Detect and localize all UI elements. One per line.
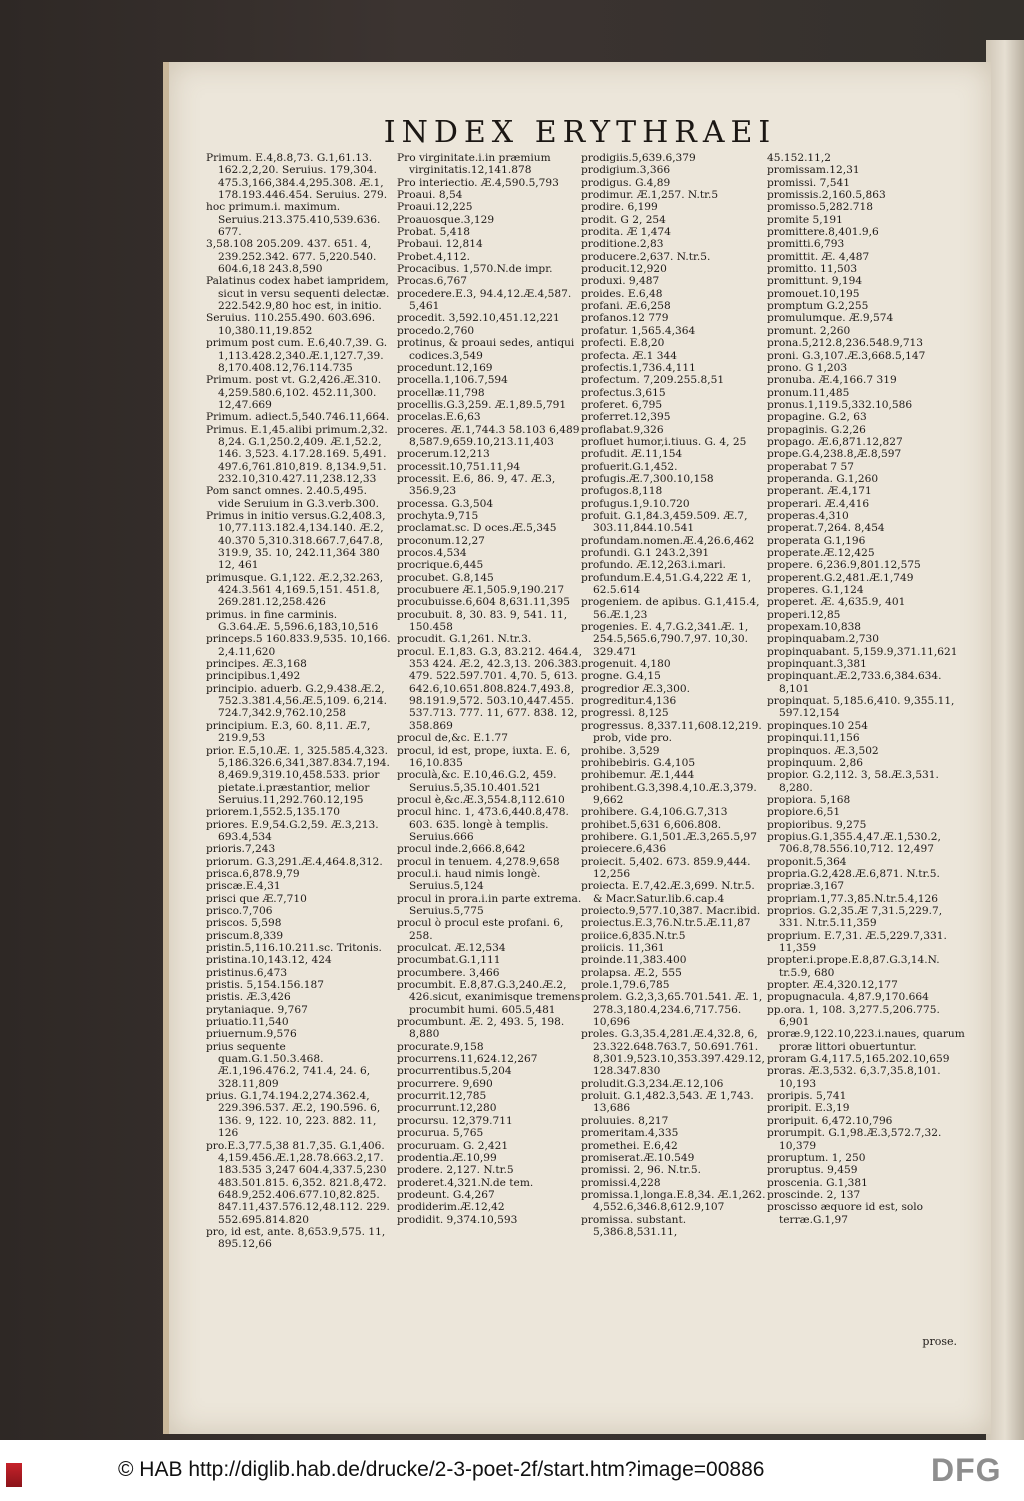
index-entry: proscenia. G.1,381	[767, 1176, 868, 1189]
index-entry: properas.4,310	[767, 509, 849, 522]
index-entry: prope.G.4,238.8,Æ.8,597	[767, 448, 902, 461]
index-entry: profecta. Æ.1 344	[581, 349, 677, 362]
index-entry: procul hinc. 1, 473.6,440.8,478. 603. 635. longè à templis. Seruius.666	[397, 806, 569, 843]
index-entry: procrique.6,445	[397, 559, 484, 572]
index-entry: prorumpit. G.1,98.Æ.3,572.7,32. 10,379	[767, 1127, 942, 1152]
index-column-1	[206, 152, 391, 1251]
index-entry: prohibent.G.3,398.4,10.Æ.3,379. 9,662	[581, 781, 757, 806]
index-entry: progenies. E. 4,7.G.2,341.Æ. 1, 254.5,565.6,790.7,97. 10,30. 329.471	[581, 621, 749, 658]
index-entry: proiecta. E.7,42.Æ.3,699. N.tr.5. & Macr.Satur.lib.6.cap.4	[581, 880, 755, 905]
index-entry: propria.G.2,428.Æ.6,871. N.tr.5.	[767, 867, 940, 880]
index-entry: pristis. Æ.3,426	[206, 991, 291, 1004]
index-entry: Primus. E.1,45.alibi primum.2,32. 8,24. G.1,250.2,409. Æ.1,52.2, 146. 3,523. 4.17.28.169. 5,491. 497.6,761.810,819. 8,134.9,51. 232.10,310.427.11,238.12,33	[206, 423, 388, 485]
index-entry: procubet. G.8,145	[397, 571, 494, 584]
index-entry: prodit. G 2, 254	[581, 213, 666, 226]
index-entry: proras. Æ.3,532. 6,3.7,35.8,101. 10,193	[767, 1065, 941, 1090]
index-entry: Primum. adiect.5,540.746.11,664.	[206, 411, 390, 424]
index-entry: propiore.6,51	[767, 806, 841, 819]
index-entry: profectum. 7,209.255.8,51	[581, 374, 725, 387]
index-entry: prole.1,79.6,785	[581, 979, 670, 992]
index-entry: prodita. Æ 1,474	[581, 226, 672, 239]
index-entry: progressi. 8,125	[581, 707, 669, 720]
index-entry: prohibere. G.1,501.Æ.3,265.5,97	[581, 830, 757, 843]
index-entry: profuerit.G.1,452.	[581, 460, 678, 473]
index-entry: profluet humor,i.tiuus. G. 4, 25	[581, 435, 747, 448]
index-entry: priscum.8,339	[206, 929, 284, 942]
index-entry: properet. Æ. 4,635.9, 401	[767, 596, 906, 609]
index-entry: primum post cum. E.6,40.7,39. G. 1,113.428.2,340.Æ.1,127.7,39. 8,170.408.12,76.114.735	[206, 337, 388, 374]
index-entry: proiecit. 5,402. 673. 859.9,444. 12,256	[581, 855, 751, 880]
index-entry: progressus. 8,337.11,608.12,219. prob, vide pro.	[581, 719, 762, 745]
index-entry: proiice.6,835.N.tr.5	[581, 929, 686, 942]
index-entry: properi.12,85	[767, 608, 841, 621]
index-entry: prohibere. G.4,106.G.7,313	[581, 806, 728, 819]
index-entry: priuernum.9,576	[206, 1028, 297, 1041]
index-entry: proditione.2,83	[581, 238, 664, 251]
index-entry: prodigiis.5,639.6,379	[581, 152, 696, 164]
dfg-logo: DFG	[931, 1452, 1002, 1488]
index-entry: Primum. E.4,8.8,73. G.1,61.13. 162.2,2,20. Seruius. 179,304. 475.3,166,384.4,295.308. Æ.1, 178.193.446.454. Seruius. 279.	[206, 152, 388, 202]
index-entry: profectis.1,736.4,111	[581, 361, 696, 374]
book-page	[163, 62, 991, 1434]
index-entry: properari. Æ.4,416	[767, 497, 870, 510]
index-entry: procuruam. G. 2,421	[397, 1139, 509, 1152]
index-entry: procul. E.1,83. G.3, 83.212. 464.4, 353 424. Æ.2, 42.3,13. 206.383. 479. 522.597.701. 4,70. 5, 613. 642.6,10.651.808.824.7,493.8, 98.191.9,572. 503.10,447.455. 537.713. 777. 11, 677. 838. 12, 358.869	[397, 645, 582, 732]
index-entry: proculcat. Æ.12,534	[397, 942, 506, 954]
index-entry: pp.ora. 1, 108. 3,277.5,206.775. 6,901	[767, 1003, 940, 1029]
index-entry: Seruius. 110.255.490. 603.696. 10,380.11,19.852	[206, 312, 376, 337]
index-entry: propinquabant. 5,159.9,371.11,621	[767, 645, 958, 658]
index-entry: pro, id est, ante. 8,653.9,575. 11, 895.12,66	[206, 1225, 386, 1251]
index-entry: prisco.7,706	[206, 904, 273, 917]
index-entry: processit. E.6, 86. 9, 47. Æ.3, 356.9,23	[397, 472, 556, 498]
index-entry: properent.G.2,481.Æ.1,749	[767, 571, 914, 584]
index-entry: priuatio.11,540	[206, 1016, 289, 1029]
index-entry: procumbit. E.8,87.G.3,240.Æ.2, 426.sicut, exanimisque tremens procumbit humi. 605.5,481	[397, 979, 581, 1016]
index-entry: procul.i. haud nimis longè. Seruius.5,124	[397, 867, 541, 893]
index-entry: proripis. 5,741	[767, 1090, 847, 1103]
index-entry: principio. aduerb. G.2,9.438.Æ.2, 752.3.381.4,56.Æ.5,109. 6,214. 724.7,342.9,762.10,258	[206, 682, 387, 720]
index-entry: procul, id est, prope, iuxta. E. 6, 16,10.835	[397, 744, 571, 769]
index-entry: procerum.12,213	[397, 448, 490, 461]
index-entry: Probaui. 12,814	[397, 238, 483, 251]
catchword: prose.	[922, 1335, 957, 1348]
index-entry: profugos.8,118	[581, 485, 663, 498]
index-entry: proram G.4,117.5,165.202.10,659	[767, 1053, 950, 1066]
index-entry: procurrentibus.5,204	[397, 1065, 512, 1078]
index-entry: propius.G.1,355.4,47.Æ.1,530.2, 706.8,78.556.10,712. 12,497	[767, 830, 941, 856]
index-entry: Proaui. 8,54	[397, 189, 463, 202]
index-entry: priorum. G.3,291.Æ.4,464.8,312.	[206, 855, 383, 868]
index-entry: promeritam.4,335	[581, 1127, 679, 1140]
index-entry: procedunt.12,169	[397, 361, 493, 374]
index-entry: prodigus. G.4,89	[581, 176, 671, 189]
index-entry: profecti. E.8,20	[581, 337, 665, 350]
index-entry: priorem.1,552.5,135.170	[206, 806, 340, 819]
index-entry: Pom sanct omnes. 2.40.5,495. vide Seruium in G.3.verb.300.	[206, 485, 380, 510]
index-entry: profundum.E.4,51.G.4,222 Æ 1, 62.5.614	[581, 571, 752, 597]
index-entry: proni. G.3,107.Æ.3,668.5,147	[767, 349, 926, 362]
index-entry: promissam.12,31	[767, 164, 860, 177]
index-entry: propexam.10,838	[767, 621, 862, 634]
index-entry: profanos.12 779	[581, 312, 669, 325]
index-entry: profudit. Æ.11,154	[581, 448, 683, 461]
index-column-4	[767, 152, 967, 1226]
index-entry: proculà,&c. E.10,46.G.2, 459. Seruius.5,35.10.401.521	[397, 769, 557, 794]
index-entry: profatur. 1,565.4,364	[581, 324, 696, 337]
index-entry: prodeunt. G.4,267	[397, 1188, 495, 1201]
index-entry: procul de,&c. E.1.77	[397, 732, 508, 745]
index-entry: prytaniaque. 9,767	[206, 1003, 308, 1016]
index-entry: proderet.4,321.N.de tem.	[397, 1176, 534, 1189]
index-entry: proponit.5,364	[767, 855, 847, 868]
index-entry: propinquum. 2,86	[767, 756, 864, 769]
index-entry: procurrit.12,785	[397, 1090, 487, 1103]
index-entry: prodiderim.Æ.12,42	[397, 1201, 505, 1214]
index-entry: prolapsa. Æ.2, 555	[581, 966, 682, 979]
index-entry: 45.152.11,2	[767, 152, 832, 164]
index-entry: prodere. 2,127. N.tr.5	[397, 1164, 514, 1177]
index-entry: propinquat. 5,185.6,410. 9,355.11, 597.12,154	[767, 695, 955, 720]
index-entry: primusque. G.1,122. Æ.2,32.263, 424.3.561 4,169.5,151. 451.8, 269.281.12,258.426	[206, 571, 384, 609]
index-entry: prior. E.5,10.Æ. 1, 325.585.4,323. 5,186.326.6,341,387.834.7,194. 8,469.9,319.10,458.533. prior pietate.i.præstantior, melior Seruius.11,292.760.12,195	[206, 744, 390, 806]
index-entry: procumbere. 3,466	[397, 966, 500, 979]
index-entry: propinques.10 254	[767, 719, 868, 732]
index-entry: profectus.3,615	[581, 386, 666, 399]
index-entry: processit.10,751.11,94	[397, 460, 521, 473]
index-entry: promisso.5,282.718	[767, 201, 874, 214]
index-entry: 3,58.108 205.209. 437. 651. 4, 239.252.342. 677. 5,220.540. 604.6,18 243.8,590	[206, 238, 377, 276]
index-entry: propter.i.prope.E.8,87.G.3,14.N. tr.5.9, 680	[767, 954, 940, 979]
index-entry: promulumque. Æ.9,574	[767, 312, 894, 325]
index-entry: procella.1,106.7,594	[397, 374, 508, 387]
index-entry: procul in tenuem. 4,278.9,658	[397, 855, 560, 868]
index-entry: prono. G 1,203	[767, 361, 848, 374]
index-entry: profani. Æ.6,258	[581, 300, 671, 313]
index-entry: pronum.11,485	[767, 386, 850, 399]
index-entry: promptum G.2,255	[767, 300, 869, 313]
next-page-edge	[986, 40, 1024, 1440]
index-entry: proluuies. 8,217	[581, 1114, 669, 1127]
index-entry: promissis.2,160.5,863	[767, 189, 886, 202]
index-entry: proiectus.E.3,76.N.tr.5.Æ.11,87	[581, 917, 751, 930]
index-entry: priscos. 5,598	[206, 917, 282, 930]
index-entry: promissi. 7,541	[767, 176, 850, 189]
index-entry: princeps.5 160.833.9,535. 10,166. 2,4.11,620	[206, 633, 391, 658]
index-entry: progne. G.4,15	[581, 670, 661, 683]
index-entry: proprios. G.2,35.Æ 7,31.5,229.7, 331. N.tr.5.11,359	[767, 904, 943, 930]
index-entry: pro.E.3,77.5,38 81.7,35. G.1,406. 4,159.456.Æ.1,28.78.663.2,17. 183.535 3,247 604.4,337.5,230 483.501.815. 6,352. 821.8,472. 648.9,252.406.677.10,82.825. 847.11,437.576.12,48.112. 229. 552.695.814.820	[206, 1139, 390, 1226]
index-entry: promethei. E.6,42	[581, 1139, 678, 1152]
index-column-3	[581, 152, 766, 1238]
index-entry: principes. Æ.3,168	[206, 658, 307, 671]
index-entry: prodimur. Æ.1,257. N.tr.5	[581, 189, 719, 202]
index-entry: progreditur.4,136	[581, 695, 677, 708]
index-entry: procurrens.11,624.12,267	[397, 1053, 538, 1066]
index-entry: promouet.10,195	[767, 287, 860, 300]
index-entry: procedit. 3,592.10,451.12,221	[397, 312, 560, 325]
page-title: INDEX ERYTHRAEI	[383, 115, 777, 150]
index-entry: procul inde.2,666.8,642	[397, 843, 526, 856]
index-entry: Proaui.12,225	[397, 201, 473, 214]
index-entry: propaginis. G.2,26	[767, 423, 866, 436]
index-entry: prius sequente quam.G.1.50.3.468. Æ.1,196.476.2, 741.4, 24. 6, 328.11,809	[206, 1040, 371, 1090]
index-entry: properate.Æ.12,425	[767, 547, 875, 559]
index-entry: pristis. 5,154.156.187	[206, 979, 324, 992]
index-entry: proclamat.sc. D oces.Æ.5,345	[397, 522, 557, 535]
index-entry: promunt. 2,260	[767, 324, 851, 337]
index-entry: procurate.9,158	[397, 1040, 484, 1053]
index-entry: procumbat.G.1,111	[397, 954, 501, 967]
index-entry: promittit. Æ. 4,487	[767, 250, 870, 263]
index-entry: Palatinus codex habet iampridem, sicut in versu sequenti delectæ. 222.542.9,80 hoc est, in initio.	[206, 275, 390, 313]
index-entry: proiicis. 11,361	[581, 942, 665, 954]
index-entry: Procacibus. 1,570.N.de impr.	[397, 263, 553, 276]
index-entry: pristin.5,116.10.211.sc. Tritonis.	[206, 942, 382, 954]
index-entry: prohibebiris. G.4,105	[581, 756, 696, 769]
index-entry: properant. Æ.4,171	[767, 485, 872, 498]
index-entry: propior. G.2,112. 3, 58.Æ.3,531. 8,280.	[767, 769, 939, 794]
index-entry: propinqui.11,156	[767, 732, 860, 745]
viewer-footer	[0, 1440, 1024, 1501]
index-entry: proruptum. 1, 250	[767, 1151, 866, 1164]
index-entry: progredior Æ.3,300.	[581, 682, 690, 695]
index-entry: principium. E.3, 60. 8,11. Æ.7, 219.9,53	[206, 719, 371, 745]
index-entry: procedere.E.3, 94.4,12.Æ.4,587. 5,461	[397, 287, 572, 313]
index-entry: prohibe. 3,529	[581, 744, 660, 757]
index-entry: prodidit. 9,374.10,593	[397, 1213, 518, 1226]
index-entry: profundam.nomen.Æ.4,26.6,462	[581, 534, 755, 547]
index-entry: properabat 7 57	[767, 460, 854, 473]
index-entry: promissa. substant. 5,386.8,531.11,	[581, 1213, 687, 1238]
index-entry: proferret.12,395	[581, 411, 671, 424]
index-entry: pristinus.6,473	[206, 966, 288, 979]
index-entry: proripuit. 6,472.10,796	[767, 1114, 893, 1127]
index-entry: procos.4,534	[397, 547, 467, 559]
index-entry: promitto. 11,503	[767, 263, 858, 276]
index-entry: promittunt. 9,194	[767, 275, 863, 288]
index-entry: propinquos. Æ.3,502	[767, 744, 879, 757]
index-entry: profugis.Æ.7,300.10,158	[581, 472, 714, 485]
index-entry: protinus, & proaui sedes, antiqui codices.3,549	[397, 337, 575, 362]
index-entry: propioribus. 9,275	[767, 818, 867, 831]
index-entry: proiecto.9,577.10,387. Macr.ibid.	[581, 904, 761, 917]
index-entry: profugus.1,9.10.720	[581, 497, 690, 510]
index-entry: prona.5,212.8,236.548.9,713	[767, 337, 924, 350]
index-entry: propriæ.3,167	[767, 880, 845, 893]
index-entry: procellis.G.3,259. Æ.1,89.5,791	[397, 398, 567, 411]
index-entry: promitti.6,793	[767, 238, 845, 251]
index-entry: promite 5,191	[767, 213, 843, 226]
index-entry: properat.7,264. 8,454	[767, 522, 885, 535]
index-entry: Procas.6,767	[397, 275, 467, 288]
index-entry: procul è,&c.Æ.3,554.8,112.610	[397, 793, 565, 806]
index-entry: procurrere. 9,690	[397, 1077, 493, 1090]
index-entry: propiora. 5,168	[767, 793, 851, 806]
index-entry: Primum. post vt. G.2,426.Æ.310. 4,259.580.6,102. 452.11,300. 12,47.669	[206, 374, 382, 411]
index-entry: producere.2,637. N.tr.5.	[581, 250, 711, 263]
index-entry: proflabat.9,326	[581, 423, 664, 436]
index-entry: prisca.6,878.9,79	[206, 867, 300, 880]
index-entry: proiecere.6,436	[581, 843, 667, 856]
index-entry: priscæ.E.4,31	[206, 880, 281, 893]
index-entry: prohibemur. Æ.1,444	[581, 769, 695, 782]
index-entry: procurrunt.12,280	[397, 1102, 497, 1115]
index-entry: primus. in fine carminis. G.3.64.Æ. 5,596.6,183,10,516	[206, 608, 379, 634]
index-entry: proluit. G.1,482.3,543. Æ 1,743. 13,686	[581, 1090, 754, 1115]
index-entry: propago. Æ.6,871.12,827	[767, 435, 903, 448]
index-entry: proscisso æquore id est, solo terræ.G.1,97	[767, 1201, 924, 1226]
index-entry: Pro interiectio. Æ.4,590.5,793	[397, 176, 559, 189]
index-entry: processa. G.3,504	[397, 497, 494, 510]
index-entry: propagine. G.2, 63	[767, 411, 867, 424]
red-bookmark-icon	[6, 1463, 22, 1487]
index-entry: pronus.1,119.5,332.10,586	[767, 398, 913, 411]
index-entry: procumbunt. Æ. 2, 493. 5, 198. 8,880	[397, 1016, 565, 1041]
index-entry: proferet. 6,795	[581, 398, 663, 411]
index-entry: promiserat.Æ.10.549	[581, 1151, 695, 1164]
index-entry: proscinde. 2, 137	[767, 1188, 861, 1201]
index-entry: promissi.4,228	[581, 1176, 661, 1189]
index-entry: profundi. G.1 243.2,391	[581, 547, 710, 559]
index-entry: proides. E.6,48	[581, 287, 663, 300]
index-entry: proprium. E.7,31. Æ.5,229.7,331. 11,359	[767, 929, 947, 954]
index-entry: procubuere Æ.1,505.9,190.217	[397, 584, 565, 597]
index-entry: procurua. 5,765	[397, 1127, 484, 1140]
index-entry: proludit.G.3,234.Æ.12,106	[581, 1077, 724, 1090]
index-entry: Probet.4,112.	[397, 250, 470, 263]
index-entry: produxi. 9,487	[581, 275, 660, 288]
index-entry: proles. G.3,35.4,281.Æ.4,32.8, 6, 23.322.648.763.7, 50.691.761. 8,301.9,523.10,353.397.429.12, 128.347.830	[581, 1028, 765, 1078]
index-entry: procellæ.11,798	[397, 386, 485, 399]
index-entry: procelas.E.6,63	[397, 411, 481, 424]
index-entry: proruptus. 9,459	[767, 1164, 858, 1177]
copyright-link[interactable]: © HAB http://diglib.hab.de/drucke/2-3-poet-2f/start.htm?image=00886	[118, 1458, 765, 1481]
index-entry: prodentia.Æ.10,99	[397, 1151, 497, 1164]
index-entry: properata G.1,196	[767, 534, 866, 547]
index-entry: prochyta.9,715	[397, 509, 479, 522]
index-entry: proconum.12,27	[397, 534, 485, 547]
index-entry: prolem. G.2,3,3,65.701.541. Æ. 1, 278.3,180.4,234.6,717.756. 10,696	[581, 991, 763, 1029]
index-entry: prisci que Æ.7,710	[206, 892, 307, 905]
index-entry: properanda. G.1,260	[767, 472, 879, 485]
index-entry: proripit. E.3,19	[767, 1102, 850, 1115]
index-entry: producit.12,920	[581, 263, 667, 276]
index-entry: procul in prora.i.in parte extrema. Seruius.5,775	[397, 892, 582, 917]
index-entry: procudit. G.1,261. N.tr.3.	[397, 633, 532, 646]
index-column-2	[397, 152, 582, 1226]
index-entry: propere. 6,236.9,801.12,575	[767, 559, 921, 572]
index-entry: promissi. 2, 96. N.tr.5.	[581, 1164, 701, 1177]
index-entry: procubuit. 8, 30. 83. 9, 541. 11, 150.458	[397, 608, 568, 634]
index-entry: hoc primum.i. maximum. Seruius.213.375.410,539.636. 677.	[206, 201, 381, 239]
index-entry: propugnacula. 4,87.9,170.664	[767, 991, 929, 1004]
index-entry: profundo. Æ.12,263.i.mari.	[581, 559, 726, 572]
index-entry: procedo.2,760	[397, 324, 475, 337]
index-entry: procubuisse.6,604 8,631.11,395	[397, 596, 570, 609]
index-entry: promittere.8,401.9,6	[767, 226, 879, 239]
index-entry: pristina.10,143.12, 424	[206, 954, 332, 967]
index-entry: prius. G.1,74.194.2,274.362.4, 229.396.537. Æ.2, 190.596. 6, 136. 9, 122. 10, 223. 882. 11, 126	[206, 1090, 381, 1140]
index-entry: propter. Æ.4,320.12,177	[767, 979, 898, 992]
index-entry: progeniem. de apibus. G.1,415.4, 56.Æ.1,23	[581, 596, 760, 621]
index-entry: Proauosque.3,129	[397, 213, 495, 226]
index-entry: prohibet.5,631 6,606.808.	[581, 818, 722, 831]
index-entry: principibus.1,492	[206, 670, 301, 683]
index-entry: Pro virginitate.i.in præmium virginitatis.12,141.878	[397, 152, 551, 177]
index-entry: prodigium.3,366	[581, 164, 671, 177]
index-entry: procursu. 12,379.711	[397, 1114, 513, 1127]
index-entry: propinquabam.2,730	[767, 633, 879, 646]
index-entry: priores. E.9,54.G.2,59. Æ.3,213. 693.4,534	[206, 818, 379, 843]
index-entry: prodire. 6,199	[581, 201, 658, 214]
index-entry: proræ.9,122.10,223.i.naues, quarum proræ littori obuertuntur.	[767, 1028, 965, 1053]
index-entry: propinquant.Æ.2,733.6,384.634. 8,101	[767, 670, 942, 695]
index-entry: profuit. G.1,84.3,459.509. Æ.7, 303.11,844.10.541	[581, 509, 748, 535]
index-entry: pronuba. Æ.4,166.7 319	[767, 374, 897, 387]
index-entry: proinde.11,383.400	[581, 954, 687, 967]
index-entry: procul ò procul este profani. 6, 258.	[397, 917, 564, 942]
index-entry: Probat. 5,418	[397, 226, 470, 239]
index-entry: Primus in initio versus.G.2,408.3, 10,77.113.182.4,134.140. Æ.2, 40.370 5,310.318.667.7,647.8, 319.9, 35. 10, 242.11,364 380 12, 461	[206, 509, 386, 572]
index-entry: progenuit. 4,180	[581, 658, 671, 671]
index-entry: properes. G.1,124	[767, 584, 864, 597]
index-entry: propinquant.3,381	[767, 658, 867, 671]
index-entry: propriam.1,77.3,85.N.tr.5.4,126	[767, 892, 939, 905]
index-entry: promissa.1,longa.E.8,34. Æ.1,262. 4,552.6,346.8,612.9,107	[581, 1188, 766, 1214]
index-entry: proceres. Æ.1,744.3 58.103 6,489 8,587.9,659.10,213.11,403	[397, 423, 580, 448]
index-entry: prioris.7,243	[206, 843, 276, 856]
